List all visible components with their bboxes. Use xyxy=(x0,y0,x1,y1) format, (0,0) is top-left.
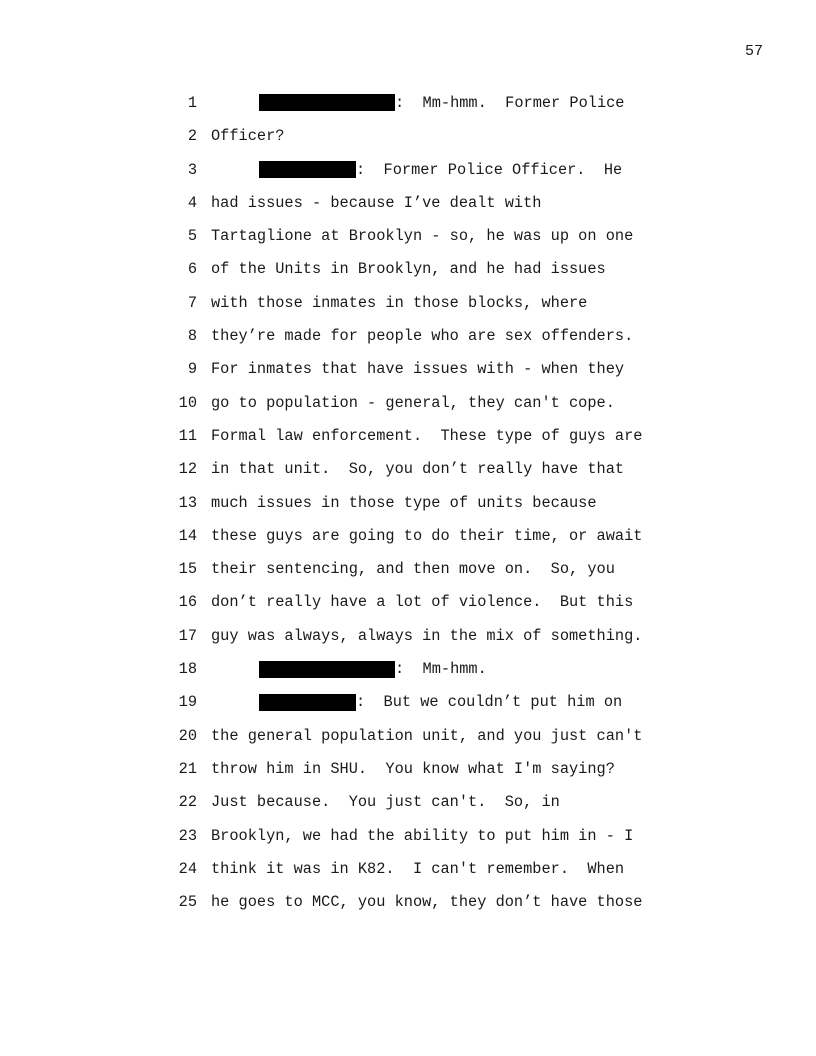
line-number: 9 xyxy=(187,360,197,379)
transcript-line xyxy=(176,621,676,654)
line-number: 25 xyxy=(178,893,197,912)
line-number: 22 xyxy=(178,793,197,812)
line-text: : Mm-hmm. Former Police xyxy=(395,94,625,112)
line-text: Officer? xyxy=(211,127,285,146)
line-number: 12 xyxy=(178,460,197,479)
transcript-line xyxy=(176,354,676,387)
line-number: 13 xyxy=(178,493,197,512)
line-number: 8 xyxy=(187,327,197,346)
redacted-speaker-name xyxy=(259,694,356,711)
line-number: 20 xyxy=(178,726,197,745)
transcript-line xyxy=(176,88,676,121)
transcript-line xyxy=(176,887,676,920)
line-number: 2 xyxy=(187,127,197,146)
line-number: 15 xyxy=(178,560,197,579)
line-text: Formal law enforcement. These type of guys are xyxy=(211,426,643,445)
transcript-line xyxy=(176,121,676,154)
line-text: think it was in K82. I can't remember. When xyxy=(211,859,625,878)
line-text: don’t really have a lot of violence. But this xyxy=(211,593,634,612)
transcript-line xyxy=(176,854,676,887)
transcript-line xyxy=(176,721,676,754)
line-text: Tartaglione at Brooklyn - so, he was up on one xyxy=(211,227,634,246)
line-number: 11 xyxy=(178,426,197,445)
transcript-line xyxy=(176,321,676,354)
transcript-line xyxy=(176,687,676,720)
line-number: 4 xyxy=(187,193,197,212)
line-text: the general population unit, and you just can't xyxy=(211,726,643,745)
transcript-line xyxy=(176,388,676,421)
line-text: of the Units in Brooklyn, and he had issues xyxy=(211,260,606,279)
redacted-speaker-name xyxy=(259,161,356,178)
line-number: 1 xyxy=(187,94,197,112)
line-text: in that unit. So, you don’t really have that xyxy=(211,460,625,479)
line-text: For inmates that have issues with - when they xyxy=(211,360,625,379)
transcript-line xyxy=(176,587,676,620)
transcript-line xyxy=(176,488,676,521)
line-text: : But we couldn’t put him on xyxy=(356,693,623,712)
line-number: 3 xyxy=(187,160,197,179)
line-number: 5 xyxy=(187,227,197,246)
line-text: throw him in SHU. You know what I'm saying? xyxy=(211,759,615,778)
transcript-line xyxy=(176,821,676,854)
line-number: 21 xyxy=(178,759,197,778)
transcript-body xyxy=(176,88,676,920)
line-number: 14 xyxy=(178,526,197,545)
line-text: they’re made for people who are sex offenders. xyxy=(211,327,634,346)
transcript-line xyxy=(176,288,676,321)
line-text: with those inmates in those blocks, where xyxy=(211,293,588,312)
line-text: : Mm-hmm. xyxy=(395,660,487,679)
line-number: 18 xyxy=(178,660,197,679)
transcript-line xyxy=(176,188,676,221)
line-text: these guys are going to do their time, or await xyxy=(211,526,643,545)
line-text: had issues - because I’ve dealt with xyxy=(211,193,542,212)
line-number: 6 xyxy=(187,260,197,279)
transcript-line xyxy=(176,421,676,454)
redacted-speaker-name xyxy=(259,94,395,111)
line-text: their sentencing, and then move on. So, you xyxy=(211,560,615,579)
transcript-line xyxy=(176,454,676,487)
transcript-line xyxy=(176,221,676,254)
line-number: 19 xyxy=(178,693,197,712)
transcript-line xyxy=(176,554,676,587)
line-number: 10 xyxy=(178,393,197,412)
transcript-line xyxy=(176,754,676,787)
transcript-line xyxy=(176,254,676,287)
line-number: 23 xyxy=(178,826,197,845)
transcript-line xyxy=(176,787,676,820)
line-text: he goes to MCC, you know, they don’t have those xyxy=(211,893,643,912)
page-number: 57 xyxy=(744,43,763,60)
line-text: much issues in those type of units because xyxy=(211,493,597,512)
redacted-speaker-name xyxy=(259,661,395,678)
transcript-line xyxy=(176,654,676,687)
line-number: 17 xyxy=(178,626,197,645)
line-text: Just because. You just can't. So, in xyxy=(211,793,560,812)
line-text: Brooklyn, we had the ability to put him in - I xyxy=(211,826,634,845)
line-text: go to population - general, they can't cope. xyxy=(211,393,615,412)
line-number: 16 xyxy=(178,593,197,612)
line-text: : Former Police Officer. He xyxy=(356,160,623,179)
transcript-line xyxy=(176,155,676,188)
transcript-line xyxy=(176,521,676,554)
line-number: 7 xyxy=(187,293,197,312)
line-text: guy was always, always in the mix of something. xyxy=(211,626,643,645)
line-number: 24 xyxy=(178,859,197,878)
